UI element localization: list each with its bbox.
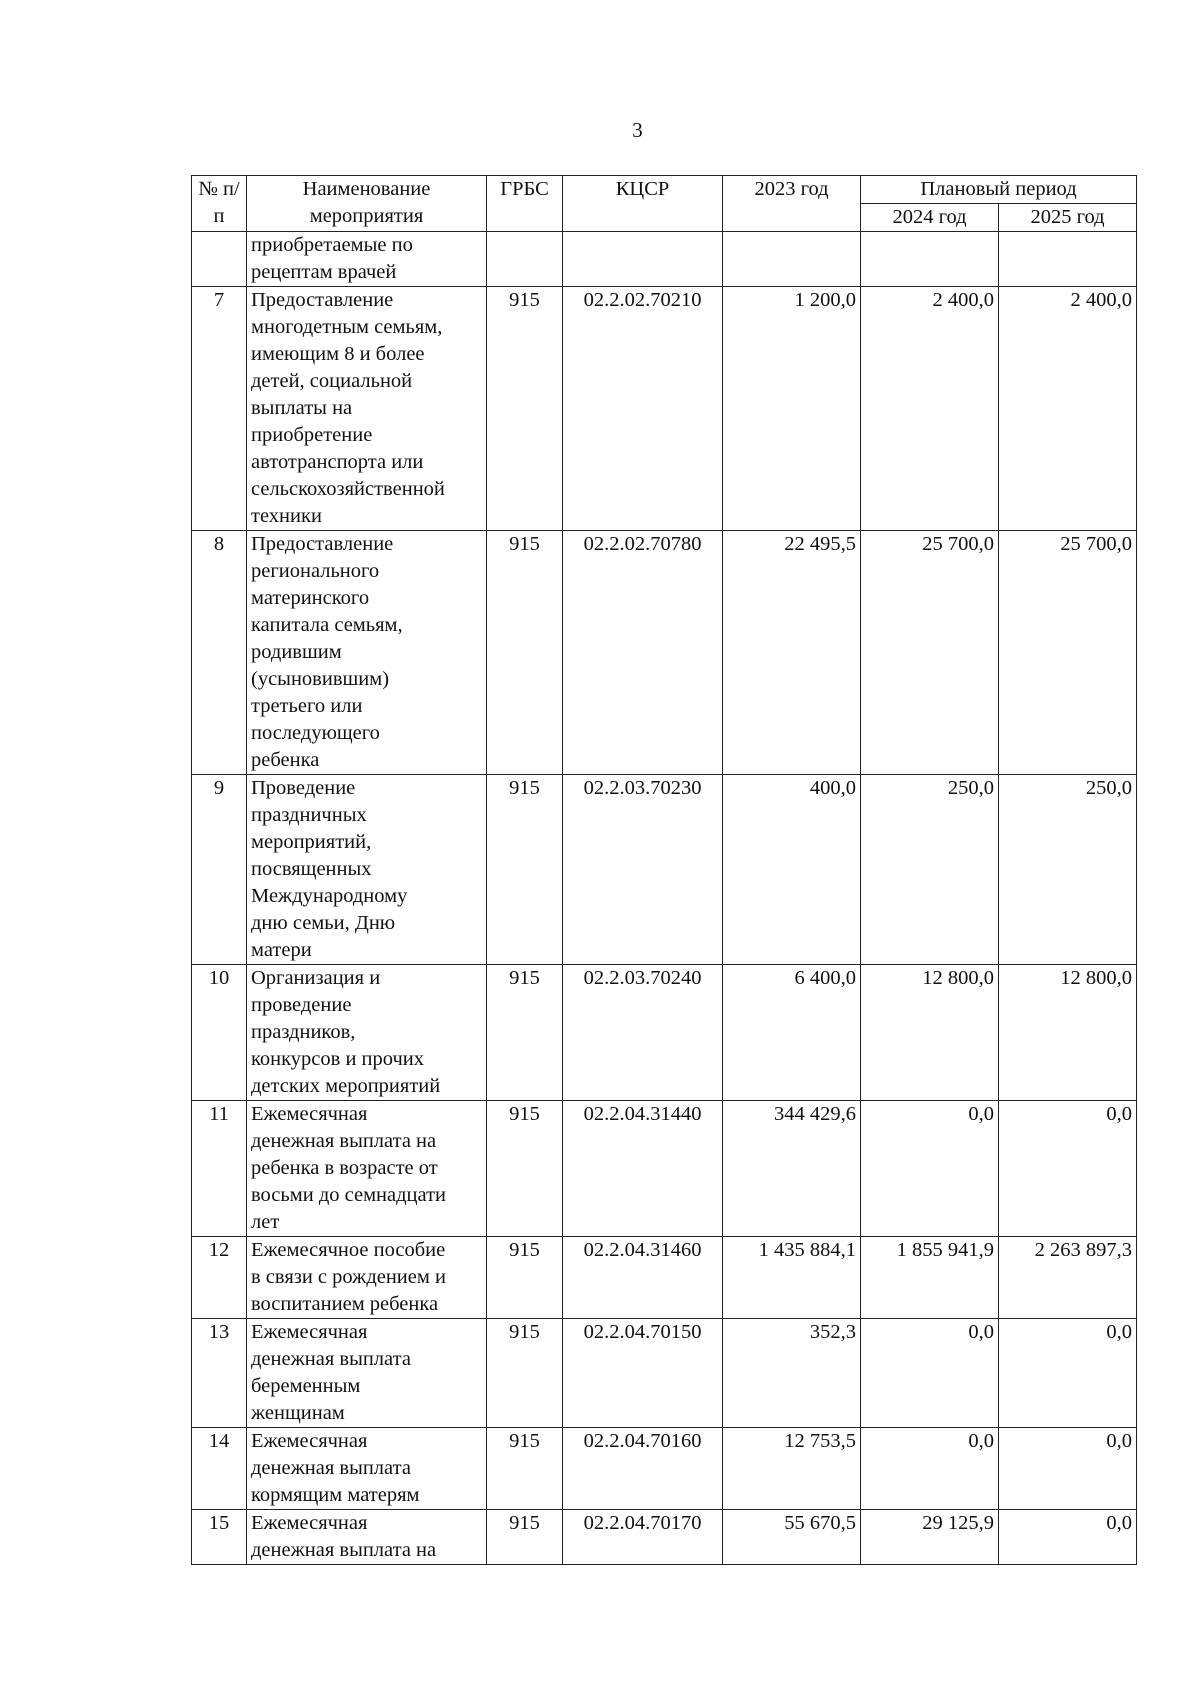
table-header xyxy=(192,176,1137,232)
row-name-line: кормящим матерям xyxy=(251,1484,420,1506)
row-name-line: денежная выплата на xyxy=(251,1130,437,1152)
row-name-line: ребенка xyxy=(251,749,320,771)
header-2024: 2024 год xyxy=(861,204,999,232)
row-2024: 12 800,0 xyxy=(861,965,999,1101)
header-2025: 2025 год xyxy=(999,204,1137,232)
row-name xyxy=(247,1319,487,1428)
header-2023: 2023 год xyxy=(723,176,861,232)
row-2025: 0,0 xyxy=(999,1510,1137,1565)
row-name xyxy=(247,531,487,775)
row-name xyxy=(247,1510,487,1565)
row-name-line: денежная выплата xyxy=(251,1348,411,1370)
row-name xyxy=(247,775,487,965)
row-grbs: 915 xyxy=(487,1237,563,1319)
page-number: 3 xyxy=(632,118,643,142)
row-2023 xyxy=(723,232,861,287)
row-number: 12 xyxy=(192,1237,247,1319)
row-name-line: мероприятий, xyxy=(251,831,372,853)
row-number: 9 xyxy=(192,775,247,965)
row-name-line: Ежемесячная xyxy=(251,1321,368,1343)
row-name-line: дню семьи, Дню xyxy=(251,912,396,934)
row-2024: 25 700,0 xyxy=(861,531,999,775)
row-grbs: 915 xyxy=(487,1428,563,1510)
header-grbs: ГРБС xyxy=(487,176,563,232)
row-kcsr: 02.2.04.70160 xyxy=(563,1428,723,1510)
row-number: 15 xyxy=(192,1510,247,1565)
row-2023: 400,0 xyxy=(723,775,861,965)
row-name-line: многодетным семьям, xyxy=(251,316,443,338)
row-name-line: Организация и xyxy=(251,967,381,989)
row-name-line: матери xyxy=(251,939,312,961)
row-name-line: воспитанием ребенка xyxy=(251,1293,439,1315)
row-kcsr: 02.2.04.31460 xyxy=(563,1237,723,1319)
row-2024: 29 125,9 xyxy=(861,1510,999,1565)
header-plan-period: Плановый период xyxy=(861,176,1137,204)
row-name-line: Ежемесячное пособие xyxy=(251,1239,446,1261)
row-2023: 12 753,5 xyxy=(723,1428,861,1510)
row-name-line: автотранспорта или xyxy=(251,451,424,473)
row-name-line: Ежемесячная xyxy=(251,1430,368,1452)
row-name xyxy=(247,1101,487,1237)
row-2025: 0,0 xyxy=(999,1101,1137,1237)
row-2023: 55 670,5 xyxy=(723,1510,861,1565)
row-kcsr: 02.2.04.70170 xyxy=(563,1510,723,1565)
row-2023: 1 200,0 xyxy=(723,287,861,531)
row-grbs: 915 xyxy=(487,531,563,775)
row-number xyxy=(192,232,247,287)
row-2024: 0,0 xyxy=(861,1319,999,1428)
row-2023: 352,3 xyxy=(723,1319,861,1428)
row-kcsr: 02.2.03.70240 xyxy=(563,965,723,1101)
row-name-line: беременным xyxy=(251,1375,361,1397)
row-name xyxy=(247,1428,487,1510)
row-2024: 2 400,0 xyxy=(861,287,999,531)
row-name-line: Предоставление xyxy=(251,533,394,555)
row-2023: 6 400,0 xyxy=(723,965,861,1101)
table-row xyxy=(192,1510,1137,1565)
header-num: № п/п xyxy=(192,176,247,232)
table-row xyxy=(192,775,1137,965)
row-number: 10 xyxy=(192,965,247,1101)
row-number: 14 xyxy=(192,1428,247,1510)
table-row xyxy=(192,531,1137,775)
row-grbs: 915 xyxy=(487,1510,563,1565)
row-grbs xyxy=(487,232,563,287)
row-grbs: 915 xyxy=(487,287,563,531)
row-name-line: ребенка в возрасте от xyxy=(251,1157,438,1179)
row-name xyxy=(247,232,487,287)
row-2023: 1 435 884,1 xyxy=(723,1237,861,1319)
row-name-line: Предоставление xyxy=(251,289,394,311)
row-grbs: 915 xyxy=(487,1101,563,1237)
row-name-line: имеющим 8 и более xyxy=(251,343,425,365)
row-2025: 0,0 xyxy=(999,1319,1137,1428)
row-name xyxy=(247,1237,487,1319)
row-2025: 25 700,0 xyxy=(999,531,1137,775)
table-row xyxy=(192,232,1137,287)
row-name xyxy=(247,965,487,1101)
table-row xyxy=(192,1101,1137,1237)
row-name-line: конкурсов и прочих xyxy=(251,1048,425,1070)
row-2024: 1 855 941,9 xyxy=(861,1237,999,1319)
row-2025 xyxy=(999,232,1137,287)
row-kcsr xyxy=(563,232,723,287)
row-2024: 0,0 xyxy=(861,1101,999,1237)
row-name xyxy=(247,287,487,531)
row-name-line: капитала семьям, xyxy=(251,614,403,636)
row-name-line: праздников, xyxy=(251,1021,356,1043)
row-number: 13 xyxy=(192,1319,247,1428)
row-grbs: 915 xyxy=(487,775,563,965)
row-name-line: посвященных xyxy=(251,858,372,880)
row-number: 11 xyxy=(192,1101,247,1237)
row-name-line: Ежемесячная xyxy=(251,1103,368,1125)
row-name-line: Международному xyxy=(251,885,408,907)
row-name-line: в связи с рождением и xyxy=(251,1266,446,1288)
row-name-line: техники xyxy=(251,505,322,527)
table-row xyxy=(192,287,1137,531)
row-number: 7 xyxy=(192,287,247,531)
row-name-line: лет xyxy=(251,1211,280,1233)
row-name-line: Ежемесячная xyxy=(251,1512,368,1534)
row-2025: 2 263 897,3 xyxy=(999,1237,1137,1319)
row-name-line: приобретаемые по xyxy=(251,234,413,256)
row-2025: 2 400,0 xyxy=(999,287,1137,531)
row-name-line: восьми до семнадцати xyxy=(251,1184,447,1206)
row-name-line: материнского xyxy=(251,587,370,609)
row-name-line: рецептам врачей xyxy=(251,261,397,283)
row-name-line: проведение xyxy=(251,994,352,1016)
row-grbs: 915 xyxy=(487,1319,563,1428)
row-2023: 344 429,6 xyxy=(723,1101,861,1237)
budget-table xyxy=(191,175,1137,1565)
row-grbs: 915 xyxy=(487,965,563,1101)
row-kcsr: 02.2.04.31440 xyxy=(563,1101,723,1237)
row-2024: 0,0 xyxy=(861,1428,999,1510)
row-2025: 0,0 xyxy=(999,1428,1137,1510)
row-2024 xyxy=(861,232,999,287)
row-name-line: последующего xyxy=(251,722,380,744)
row-kcsr: 02.2.02.70780 xyxy=(563,531,723,775)
row-name-line: родившим xyxy=(251,641,342,663)
table-body xyxy=(192,232,1137,1565)
table-row xyxy=(192,1237,1137,1319)
row-name-line: (усыновившим) xyxy=(251,668,390,690)
row-name-line: регионального xyxy=(251,560,380,582)
header-kcsr: КЦСР xyxy=(563,176,723,232)
row-2024: 250,0 xyxy=(861,775,999,965)
row-name-line: выплаты на xyxy=(251,397,353,419)
table-row xyxy=(192,965,1137,1101)
row-name-line: детей, социальной xyxy=(251,370,413,392)
row-name-line: денежная выплата на xyxy=(251,1539,437,1561)
row-2025: 250,0 xyxy=(999,775,1137,965)
table-row xyxy=(192,1319,1137,1428)
row-name-line: детских мероприятий xyxy=(251,1075,441,1097)
row-number: 8 xyxy=(192,531,247,775)
row-kcsr: 02.2.03.70230 xyxy=(563,775,723,965)
row-2025: 12 800,0 xyxy=(999,965,1137,1101)
row-name-line: Проведение xyxy=(251,777,356,799)
row-name-line: денежная выплата xyxy=(251,1457,411,1479)
row-kcsr: 02.2.02.70210 xyxy=(563,287,723,531)
row-name-line: женщинам xyxy=(251,1402,345,1424)
table-row xyxy=(192,1428,1137,1510)
row-kcsr: 02.2.04.70150 xyxy=(563,1319,723,1428)
header-name: Наименование мероприятия xyxy=(247,176,487,232)
row-name-line: праздничных xyxy=(251,804,367,826)
row-name-line: сельскохозяйственной xyxy=(251,478,445,500)
row-name-line: приобретение xyxy=(251,424,373,446)
row-name-line: третьего или xyxy=(251,695,363,717)
row-2023: 22 495,5 xyxy=(723,531,861,775)
